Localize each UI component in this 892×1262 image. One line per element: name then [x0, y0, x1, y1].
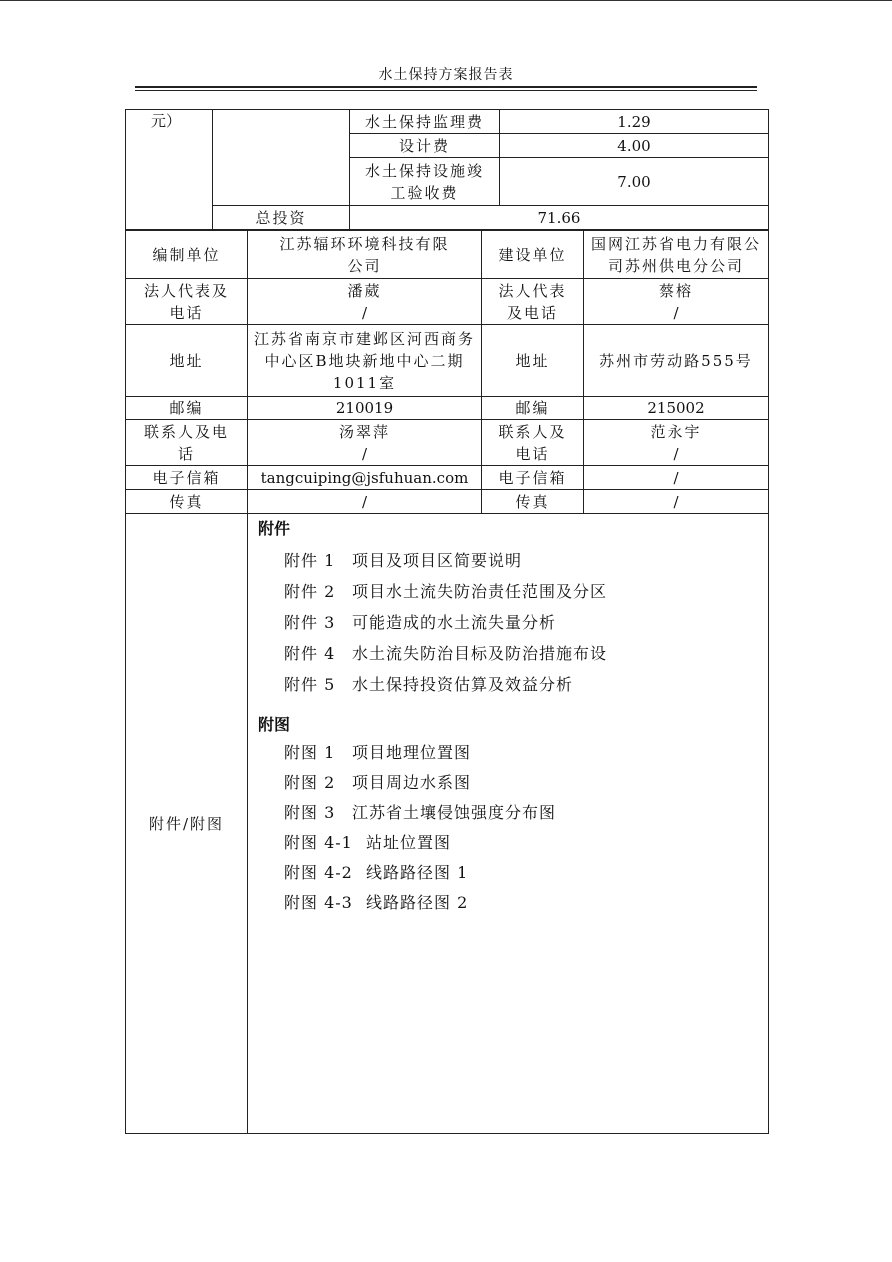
- compiler-label: 编制单位: [126, 231, 248, 279]
- address-value-left: 江苏省南京市建邺区河西商务中心区B地块新地中心二期1011室: [248, 325, 482, 397]
- address-value-right: 苏州市劳动路555号: [584, 325, 769, 397]
- postcode-value-right: 215002: [584, 397, 769, 420]
- contact-phone: /: [673, 444, 679, 463]
- annex-list: [258, 550, 758, 696]
- contact-label-left: 联系人及电话: [126, 420, 248, 466]
- figure-item: 附图 3 江苏省土壤侵蚀强度分布图: [284, 803, 557, 822]
- email-value-left: tangcuiping@jsfuhuan.com: [248, 466, 482, 490]
- fax-value-left: /: [248, 490, 482, 514]
- figure-section-title: 附图: [258, 715, 291, 734]
- postcode-value-left: 210019: [248, 397, 482, 420]
- attachments-row-label: 附件/附图: [126, 514, 248, 1134]
- contact-value-right: [584, 420, 769, 466]
- cost-item-label: 设计费: [350, 134, 500, 158]
- legal-rep-phone: /: [361, 303, 368, 322]
- figure-item: 附图 4-1 站址位置图: [284, 833, 452, 852]
- email-value-right: /: [584, 466, 769, 490]
- header-rule-thin: [135, 90, 757, 91]
- email-label-left: 电子信箱: [126, 466, 248, 490]
- annex-item: 附件 5 水土保持投资估算及效益分析: [284, 675, 574, 694]
- legal-rep-name: 蔡榕: [658, 281, 693, 300]
- contact-name: 汤翠萍: [338, 422, 390, 441]
- attachments-content: [248, 514, 769, 1134]
- page-header-title: 水土保持方案报告表: [378, 67, 514, 83]
- builder-label: 建设单位: [482, 231, 584, 279]
- cost-subcategory-cell: [213, 110, 350, 206]
- annex-section-title: 附件: [258, 519, 291, 538]
- figure-item: 附图 1 项目地理位置图: [284, 743, 472, 762]
- cost-item-value: 1.29: [500, 110, 769, 134]
- figure-item: 附图 2 项目周边水系图: [284, 773, 472, 792]
- cost-item-value: 7.00: [500, 158, 769, 206]
- legal-rep-name: 潘葳: [347, 281, 382, 300]
- figure-list: [258, 742, 758, 914]
- page-top-border: [0, 0, 892, 1]
- total-investment-label: 总投资: [213, 206, 350, 230]
- legal-rep-label-right: 法人代表及电话: [482, 279, 584, 325]
- cost-table: [125, 109, 769, 230]
- contact-phone: /: [361, 444, 368, 463]
- figure-item: 附图 4-2 线路路径图 1: [284, 863, 469, 882]
- annex-item: 附件 3 可能造成的水土流失量分析: [284, 613, 557, 632]
- legal-rep-phone: /: [673, 303, 679, 322]
- contact-label-right: 联系人及电话: [482, 420, 584, 466]
- figure-item: 附图 4-3 线路路径图 2: [284, 893, 469, 912]
- legal-rep-value-right: [584, 279, 769, 325]
- annex-item: 附件 2 项目水土流失防治责任范围及分区: [284, 582, 608, 601]
- postcode-label-right: 邮编: [482, 397, 584, 420]
- contact-value-left: [248, 420, 482, 466]
- fax-label-right: 传真: [482, 490, 584, 514]
- legal-rep-label-left: 法人代表及电话: [126, 279, 248, 325]
- address-label-right: 地址: [482, 325, 584, 397]
- header-rule-thick: [135, 86, 757, 88]
- address-label-left: 地址: [126, 325, 248, 397]
- compiler-value: 江苏辐环环境科技有限公司: [248, 231, 482, 279]
- contact-name: 范永宇: [650, 422, 702, 441]
- builder-value: 国网江苏省电力有限公司苏州供电分公司: [584, 231, 769, 279]
- cost-item-label: 水土保持监理费: [350, 110, 500, 134]
- info-table: [125, 230, 769, 1134]
- annex-item: 附件 4 水土流失防治目标及防治措施布设: [284, 644, 608, 663]
- cost-item-label: 水土保持设施竣工验收费: [350, 158, 500, 206]
- cost-item-value: 4.00: [500, 134, 769, 158]
- fax-label-left: 传真: [126, 490, 248, 514]
- email-label-right: 电子信箱: [482, 466, 584, 490]
- annex-item: 附件 1 项目及项目区简要说明: [284, 551, 523, 570]
- cost-unit-fragment: 元）: [126, 110, 213, 230]
- legal-rep-value-left: [248, 279, 482, 325]
- total-investment-value: 71.66: [350, 206, 769, 230]
- fax-value-right: /: [584, 490, 769, 514]
- postcode-label-left: 邮编: [126, 397, 248, 420]
